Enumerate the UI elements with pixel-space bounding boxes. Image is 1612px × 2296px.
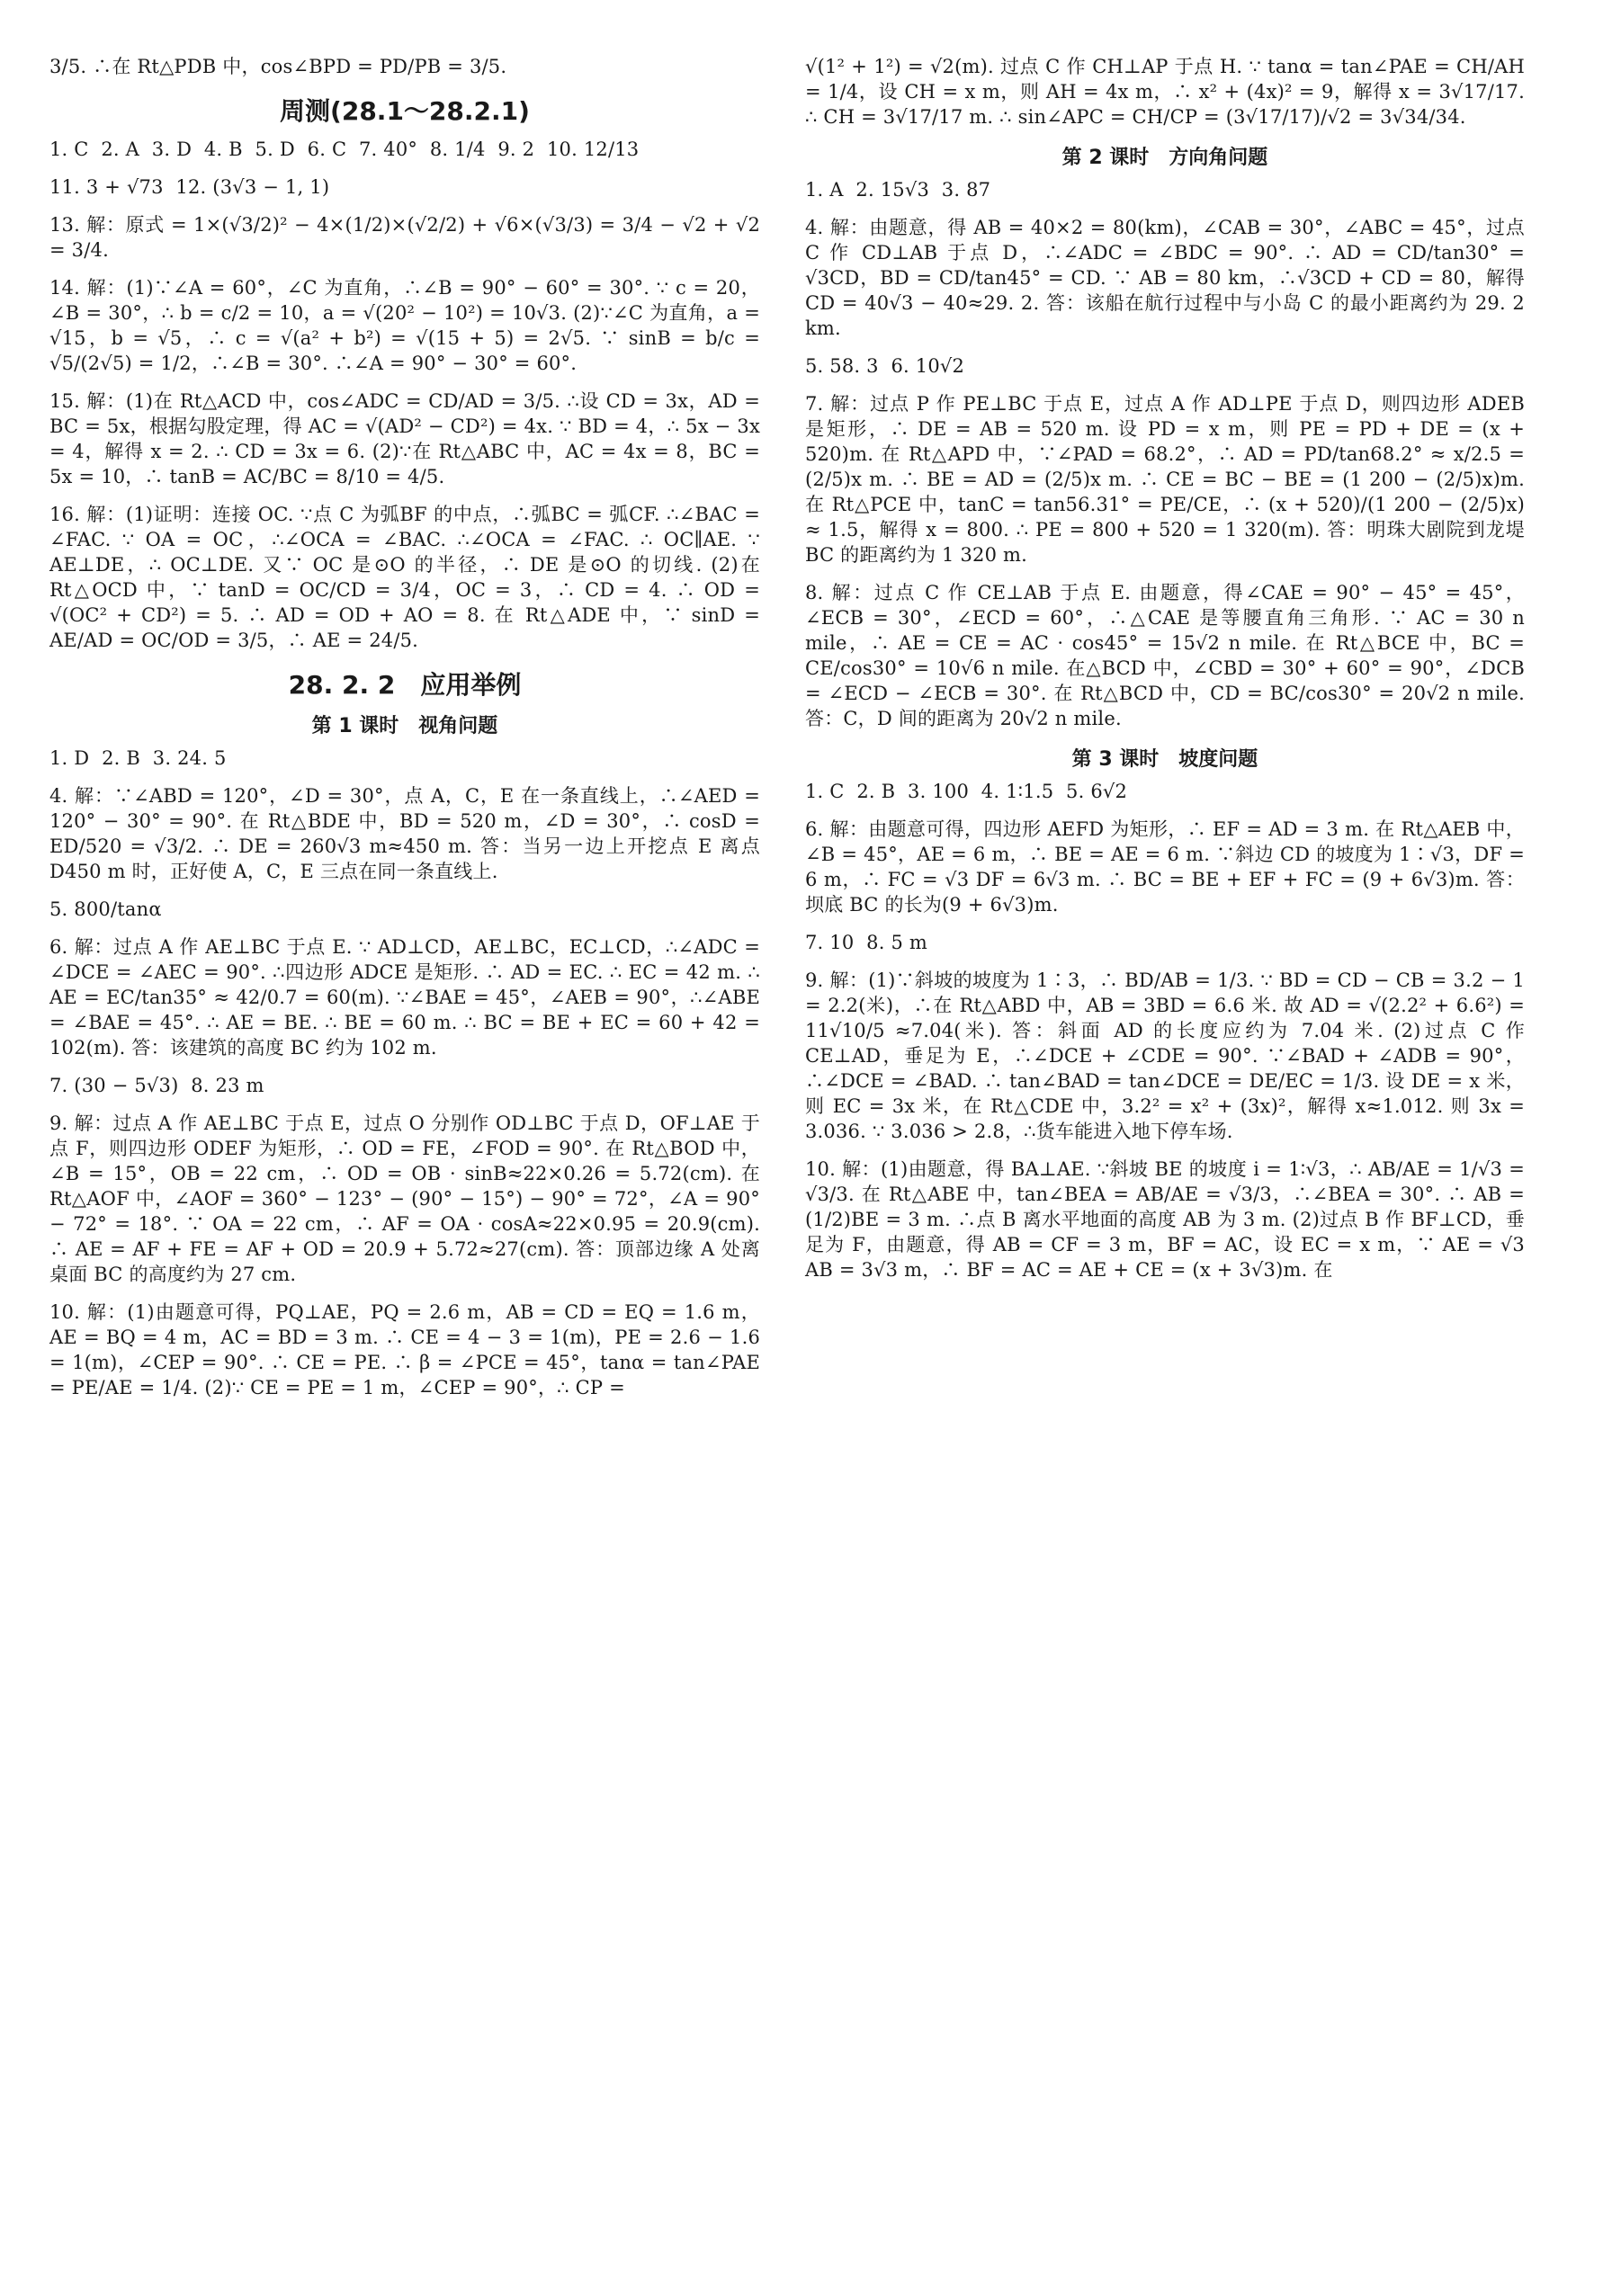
answer-item: 1. C 2. B 3. 100 4. 1∶1.5 5. 6√2 <box>805 781 1128 802</box>
answer-item: 11. 3 + √73 12. (3√3 − 1, 1) <box>49 176 330 198</box>
answer-item: 7. 解：过点 P 作 PE⊥BC 于点 E，过点 A 作 AD⊥PE 于点 D，则四边形 ADEB 是矩形，∴ DE = AB = 520 m. 设 PD = x m，则 PE = PD + DE = (x + 520)m. 在 Rt△APD 中，∵∠PAD = 68.2°，∴ AD = PD/tan68.2° ≈ x/2.5 = (2/5)x m. ∴ BE = AD = (2/5)x m. ∴ CE = BC − BE = (1 200 − (2/5)x)m. 在 Rt△PCE 中，tanC = tan56.31° = PE/CE，∴ (x + 520)/(1 200 − (2/5)x) ≈ 1.5，解得 x = 800. ∴ PE = 800 + 520 = 1 320(m). 答：明珠大剧院到龙堤 BC 的距离约为 1 320 m. <box>805 393 1531 566</box>
answer-item: 1. A 2. 15√3 3. 87 <box>805 179 991 201</box>
answer-item: 4. 解：由题意，得 AB = 40×2 = 80(km)，∠CAB = 30°，∠ABC = 45°，过点 C 作 CD⊥AB 于点 D，∴∠ADC = ∠BDC = 90°. ∴ AD = CD/tan30° = √3CD，BD = CD/tan45° = CD. ∵ AB = 80 km，∴√3CD + CD = 80，解得 CD = 40√3 − 40≈29. 2. 答：该船在航行过程中与小岛 C 的最小距离约为 29. 2 km. <box>805 217 1531 339</box>
answer-item: 9. 解：过点 A 作 AE⊥BC 于点 E，过点 O 分别作 OD⊥BC 于点 D，OF⊥AE 于点 F，则四边形 ODEF 为矩形，∴ OD = FE，∠FOD = 90°. 在 Rt△BOD 中，∠B = 15°，OB = 22 cm，∴ OD = OB · sinB≈22×0.26 = 5.72(cm). 在 Rt△AOF 中，∠AOF = 360° − 123° − (90° − 15°) − 90° = 72°，∠A = 90° − 72° = 18°. ∵ OA = 22 cm，∴ AF = OA · cosA≈22×0.95 = 20.9(cm). ∴ AE = AF + FE = AF + OD = 20.9 + 5.72≈27(cm). 答：顶部边缘 A 处离桌面 BC 的高度约为 27 cm. <box>49 1112 766 1285</box>
lesson2-answers <box>805 177 1531 731</box>
answer-item: 7. (30 − 5√3) 8. 23 m <box>49 1075 264 1096</box>
section-title: 28. 2. 2 应用举例 <box>288 670 522 700</box>
answer-item: 6. 解：由题意可得，四边形 AEFD 为矩形，∴ EF = AD = 3 m. 在 Rt△AEB 中，∠B = 45°，AE = 6 m，∴ BE = AE = 6 m. ∵斜边 CD 的坡度为 1∶√3，DF = 6 m，∴ FC = √3 DF = 6√3 m. ∴ BC = BE + EF + FC = (9 + 6√3)m. 答：坝底 BC 的长为(9 + 6√3)m. <box>805 818 1531 916</box>
answer-item: 16. 解：(1)证明：连接 OC. ∵点 C 为弧BF 的中点，∴弧BC = 弧CF. ∴∠BAC = ∠FAC. ∵ OA = OC，∴∠OCA = ∠BAC. ∴∠OCA = ∠FAC. ∴ OC∥AE. ∵ AE⊥DE，∴ OC⊥DE. 又∵ OC 是⊙O 的半径，∴ DE 是⊙O 的切线. (2)在 Rt△OCD 中，∵ tanD = OC/CD = 3/4，OC = 3，∴ CD = 4. ∴ OD = √(OC² + CD²) = 5. ∴ AD = OD + AO = 8. 在 Rt△ADE 中，∵ sinD = AE/AD = OC/OD = 3/5，∴ AE = 24/5. <box>49 504 766 651</box>
lesson3-answers <box>805 779 1531 1282</box>
answer-item: 10. 解：(1)由题意可得，PQ⊥AE，PQ = 2.6 m，AB = CD = EQ = 1.6 m，AE = BQ = 4 m，AC = BD = 3 m. ∴ CE = 4 − 3 = 1(m)，PE = 2.6 − 1.6 = 1(m)，∠CEP = 90°. ∴ CE = PE. ∴ β = ∠PCE = 45°，tanα = tan∠PAE = PE/AE = 1/4. (2)∵ CE = PE = 1 m，∠CEP = 90°，∴ CP = <box>49 1301 766 1398</box>
answer-item: 6. 解：过点 A 作 AE⊥BC 于点 E. ∵ AD⊥CD，AE⊥BC，EC⊥CD，∴∠ADC = ∠DCE = ∠AEC = 90°. ∴四边形 ADCE 是矩形. ∴ AD = EC. ∴ EC = 42 m. ∴ AE = EC/tan35° ≈ 42/0.7 = 60(m). ∵∠BAE = 45°，∠AEB = 90°，∴∠ABE = ∠BAE = 45°. ∴ AE = BE. ∴ BE = 60 m. ∴ BC = BE + EC = 60 + 42 = 102(m). 答：该建筑的高度 BC 约为 102 m. <box>49 936 766 1059</box>
continuation-line: 3/5. ∴在 Rt△PDB 中，cos∠BPD = PD/PB = 3/5. <box>49 56 507 77</box>
answer-item: 15. 解：(1)在 Rt△ACD 中，cos∠ADC = CD/AD = 3/5. ∴设 CD = 3x，AD = BC = 5x，根据勾股定理，得 AC = √(AD² − CD²) = 4x. ∵ BD = 4，∴ 5x − 3x = 4，解得 x = 2. ∴ CD = 3x = 6. (2)∵在 Rt△ABC 中，AC = 4x = 8，BC = 5x = 10，∴ tanB = AC/BC = 8/10 = 4/5. <box>49 390 766 487</box>
answer-item: 13. 解：原式 = 1×(√3/2)² − 4×(1/2)×(√2/2) + √6×(√3/3) = 3/4 − √2 + √2 = 3/4. <box>49 214 766 261</box>
answer-item: 7. 10 8. 5 m <box>805 932 928 953</box>
left-column <box>49 54 766 1413</box>
weekly-test-title: 周测(28.1～28.2.1) <box>280 96 530 126</box>
answer-item: 5. 800/tanα <box>49 898 162 920</box>
answer-item: 9. 解：(1)∵斜坡的坡度为 1∶3，∴ BD/AB = 1/3. ∵ BD = CD − CB = 3.2 − 1 = 2.2(米)，∴在 Rt△ABD 中，AB = 3BD = 6.6 米. 故 AD = √(2.2² + 6.6²) = 11√10/5 ≈7.04(米). 答：斜面 AD 的长度应约为 7.04 米. (2)过点 C 作 CE⊥AD，垂足为 E，∴∠DCE + ∠CDE = 90°. ∵∠BAD + ∠ADB = 90°，∴∠DCE = ∠BAD. ∴ tan∠BAD = tan∠DCE = DE/EC = 1/3. 设 DE = x 米，则 EC = 3x 米，在 Rt△CDE 中，3.2² = x² + (3x)²，解得 x≈1.012. 则 3x = 3.036. ∵ 3.036 > 2.8，∴货车能进入地下停车场. <box>805 969 1531 1142</box>
lesson1-answers <box>49 746 766 1400</box>
lesson-title: 第 3 课时 坡度问题 <box>1071 748 1258 771</box>
lesson-title: 第 2 课时 方向角问题 <box>1061 147 1268 169</box>
answer-item: 10. 解：(1)由题意，得 BA⊥AE. ∵斜坡 BE 的坡度 i = 1∶√3，∴ AB/AE = 1/√3 = √3/3. 在 Rt△ABE 中，tan∠BEA = AB/AE = √3/3，∴∠BEA = 30°. ∴ AB = (1/2)BE = 3 m. ∴点 B 离水平地面的高度 AB 为 3 m. (2)过点 B 作 BF⊥CD，垂足为 F，由题意，得 AB = CF = 3 m，BF = AC，设 EC = x m，∵ AE = √3 AB = 3√3 m，∴ BF = AC = AE + CE = (x + 3√3)m. 在 <box>805 1158 1531 1281</box>
answer-item: 4. 解：∵∠ABD = 120°，∠D = 30°，点 A，C，E 在一条直线上，∴∠AED = 120° − 30° = 90°. 在 Rt△BDE 中，BD = 520 m，∠D = 30°，∴ cosD = ED/520 = √3/2. ∴ DE = 260√3 m≈450 m. 答：当另一边上开挖点 E 离点 D450 m 时，正好使 A，C，E 三点在同一条直线上. <box>49 785 766 882</box>
answer-item: 14. 解：(1)∵∠A = 60°，∠C 为直角，∴∠B = 90° − 60° = 30°. ∵ c = 20，∠B = 30°，∴ b = c/2 = 10，a = √(20² − 10²) = 10√3. (2)∵∠C 为直角，a = √15，b = √5，∴ c = √(a² + b²) = √(15 + 5) = 2√5. ∵ sinB = b/c = √5/(2√5) = 1/2，∴∠B = 30°. ∴∠A = 90° − 30° = 60°. <box>49 277 766 374</box>
answer-item: 1. C 2. A 3. D 4. B 5. D 6. C 7. 40° 8. 1/4 9. 2 10. 12/13 <box>49 138 640 160</box>
right-column <box>805 54 1531 1295</box>
weekly-answers <box>49 137 766 653</box>
answer-item: 1. D 2. B 3. 24. 5 <box>49 747 227 769</box>
answer-item: 5. 58. 3 6. 10√2 <box>805 355 965 377</box>
continuation-line: √(1² + 1²) = √2(m). 过点 C 作 CH⊥AP 于点 H. ∵ tanα = tan∠PAE = CH/AH = 1/4，设 CH = x m，则 AH = 4x m，∴ x² + (4x)² = 9，解得 x = 3√17/17. ∴ CH = 3√17/17 m. ∴ sin∠APC = CH/CP = (3√17/17)/√2 = 3√34/34. <box>805 56 1531 128</box>
answer-item: 8. 解：过点 C 作 CE⊥AB 于点 E. 由题意，得∠CAE = 90° − 45° = 45°，∠ECB = 30°，∠ECD = 60°，∴△CAE 是等腰直角三角形. ∵ AC = 30 n mile，∴ AE = CE = AC · cos45° = 15√2 n mile. 在 Rt△BCE 中，BC = CE/cos30° = 10√6 n mile. 在△BCD 中，∠CBD = 30° + 60° = 90°，∠DCB = ∠ECD − ∠ECB = 30°. 在 Rt△BCD 中，CD = BC/cos30° = 20√2 n mile. 答：C，D 间的距离为 20√2 n mile. <box>805 582 1531 729</box>
lesson-title: 第 1 课时 视角问题 <box>311 715 498 737</box>
